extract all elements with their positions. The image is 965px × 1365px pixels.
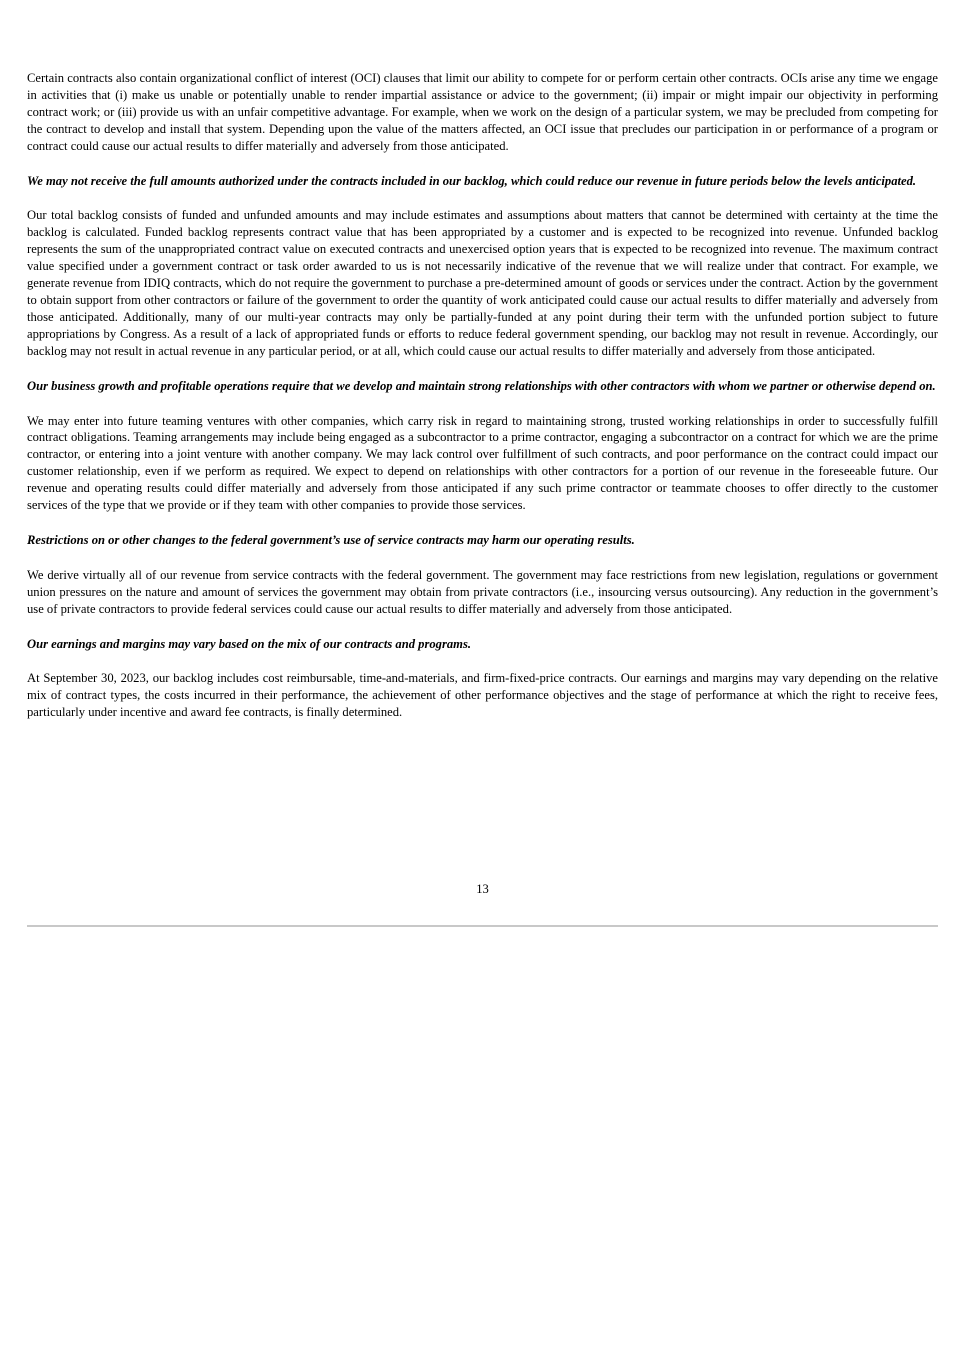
- document-body: [27, 70, 938, 739]
- paragraph-service-contracts: We derive virtually all of our revenue from service contracts with the federal government. The government may face restrictions from new legislation, regulations or government union pressures on the nature and amount of services the government may obtain from private contractors (i.e., insourcing versus outsourcing). Any reduction in the government’s use of private contractors to provide federal services could cause our actual results to differ materially and adversely from those anticipated.: [27, 567, 938, 616]
- heading-backlog-risk: We may not receive the full amounts authorized under the contracts included in our backlog, which could reduce our revenue in future periods below the levels anticipated.: [27, 173, 917, 188]
- heading-earnings-margins: Our earnings and margins may vary based on the mix of our contracts and programs.: [27, 636, 471, 651]
- paragraph-earnings-margins: At September 30, 2023, our backlog includes cost reimbursable, time-and-materials, and firm-fixed-price contracts. Our earnings and margins may vary depending on the relative mix of contract types, the costs incurred in their performance, the achievement of other performance objectives and the stage of performance at which the right to receive fees, particularly under incentive and award fee contracts, is finally determined.: [27, 671, 938, 720]
- paragraph-teaming: We may enter into future teaming ventures with other companies, which carry risk in regard to maintaining strong, trusted working relationships in order to successfully fulfill contract obligations. Teaming arrangements may include being engaged as a subcontractor to a prime contractor, engaging a subcontractor on a contract for which we are the prime contractor, or entering into a joint venture with another company. We may lack control over fulfillment of such contracts, and poor performance on the contract could impact our customer relationship, even if we perform as required. We expect to depend on relationships with other contractors for a portion of our revenue in the foreseeable future. Our revenue and operating results could differ materially and adversely from those anticipated if any such prime contractor or teammate chooses to offer directly to the customer services of the type that we provide or if they team with other companies to provide those services.: [27, 413, 938, 513]
- page-number: 13: [476, 882, 489, 896]
- page-divider: [27, 925, 938, 927]
- paragraph-backlog: Our total backlog consists of funded and unfunded amounts and may include estimates and assumptions about matters that cannot be determined with certainty at the time the backlog is calculated. Funded backlog represents contract value that has been appropriated by a customer and is expected to be recognized into revenue. Unfunded backlog represents the sum of the unappropriated contract value on executed contracts and unexercised option years that is expected to be recognized into revenue. The maximum contract value specified under a government contract or task order awarded to us is not necessarily indicative of the revenue that we will realize under that contract. For example, we generate revenue from IDIQ contracts, which do not require the government to purchase a pre-determined amount of goods or services under the contract. Action by the government to obtain support from other contractors or failure of the government to order the quantity of work anticipated could cause our actual results to differ materially and adversely from those anticipated. Additionally, many of our multi-year contracts may only be partially-funded at any point during their term with the unfunded portion subject to future appropriations by Congress. As a result of a lack of appropriated funds or efforts to reduce federal government spending, our backlog may not result in revenue. Accordingly, our backlog may not result in actual revenue in any particular period, or at all, which could cause our actual results to differ materially and adversely from those anticipated.: [27, 208, 938, 358]
- heading-contractor-relationships: Our business growth and profitable operations require that we develop and maintain strong relationships with other contractors with whom we partner or otherwise depend on.: [27, 378, 936, 393]
- heading-service-contracts: Restrictions on or other changes to the federal government’s use of service contracts may harm our operating results.: [27, 532, 635, 547]
- paragraph-oci-clauses: Certain contracts also contain organizational conflict of interest (OCI) clauses that limit our ability to compete for or perform certain other contracts. OCIs arise any time we engage in activities that (i) make us unable or potentially unable to render impartial assistance or advice to the government; (ii) impair or might impair our objectivity in performing contract work; or (iii) provide us with an unfair competitive advantage. For example, when we work on the design of a particular system, we may be precluded from competing for the contract to develop and install that system. Depending upon the value of the matters affected, an OCI issue that precludes our participation in or performance of a program or contract could cause our actual results to differ materially and adversely from those anticipated.: [27, 71, 938, 153]
